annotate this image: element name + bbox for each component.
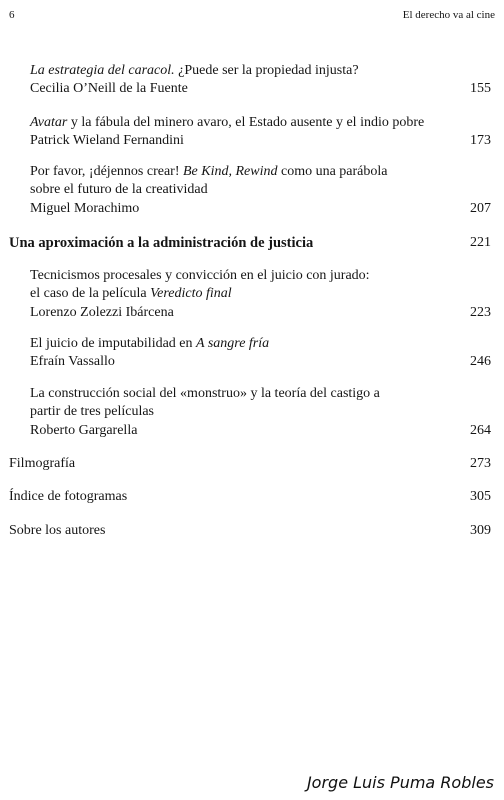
entry-title: Tecnicismos procesales y convicción en el juicio con jurado: <box>30 268 370 283</box>
entry-page-number: 173 <box>470 133 491 148</box>
entry-page-number: 273 <box>470 456 491 471</box>
entry-author: Miguel Morachimo <box>30 201 140 216</box>
entry-author: Efraín Vassallo <box>30 354 115 369</box>
entry-author: Lorenzo Zolezzi Ibárcena <box>30 305 174 320</box>
entry-title: El juicio de imputabilidad en A sangre fría <box>30 336 270 351</box>
entry-title-line2: sobre el futuro de la creatividad <box>30 182 208 197</box>
entry-author: Roberto Gargarella <box>30 423 138 438</box>
entry-page-number: 246 <box>470 354 491 369</box>
entry-title: Filmografía <box>9 456 76 471</box>
entry-title: Avatar y la fábula del minero avaro, el Estado ausente y el indio pobre <box>30 115 425 130</box>
signature: Jorge Luis Puma Robles <box>306 773 494 792</box>
entry-title: Índice de fotogramas <box>9 489 128 504</box>
entry-page-number: 309 <box>470 523 491 538</box>
entry-title-line2: el caso de la película Veredicto final <box>30 286 232 301</box>
running-head <box>9 9 495 25</box>
entry-page-number: 305 <box>470 489 491 504</box>
entry-title: Por favor, ¡déjennos crear! Be Kind, Rewind como una parábola <box>30 164 388 179</box>
entry-page-number: 155 <box>470 81 491 96</box>
entry-title: La construcción social del «monstruo» y la teoría del castigo a <box>30 386 380 401</box>
entry-title-line2: partir de tres películas <box>30 404 155 419</box>
running-title: El derecho va al cine <box>402 9 495 21</box>
entry-page-number: 221 <box>470 235 491 250</box>
entry-page-number: 264 <box>470 423 491 438</box>
page-number: 6 <box>9 9 15 21</box>
entry-title: Sobre los autores <box>9 523 106 538</box>
entry-author: Cecilia O’Neill de la Fuente <box>30 81 188 96</box>
entry-title: La estrategia del caracol. ¿Puede ser la propiedad injusta? <box>30 63 359 78</box>
section-title: Una aproximación a la administración de justicia <box>9 235 314 251</box>
entry-author: Patrick Wieland Fernandini <box>30 133 184 148</box>
entry-page-number: 207 <box>470 201 491 216</box>
entry-page-number: 223 <box>470 305 491 320</box>
